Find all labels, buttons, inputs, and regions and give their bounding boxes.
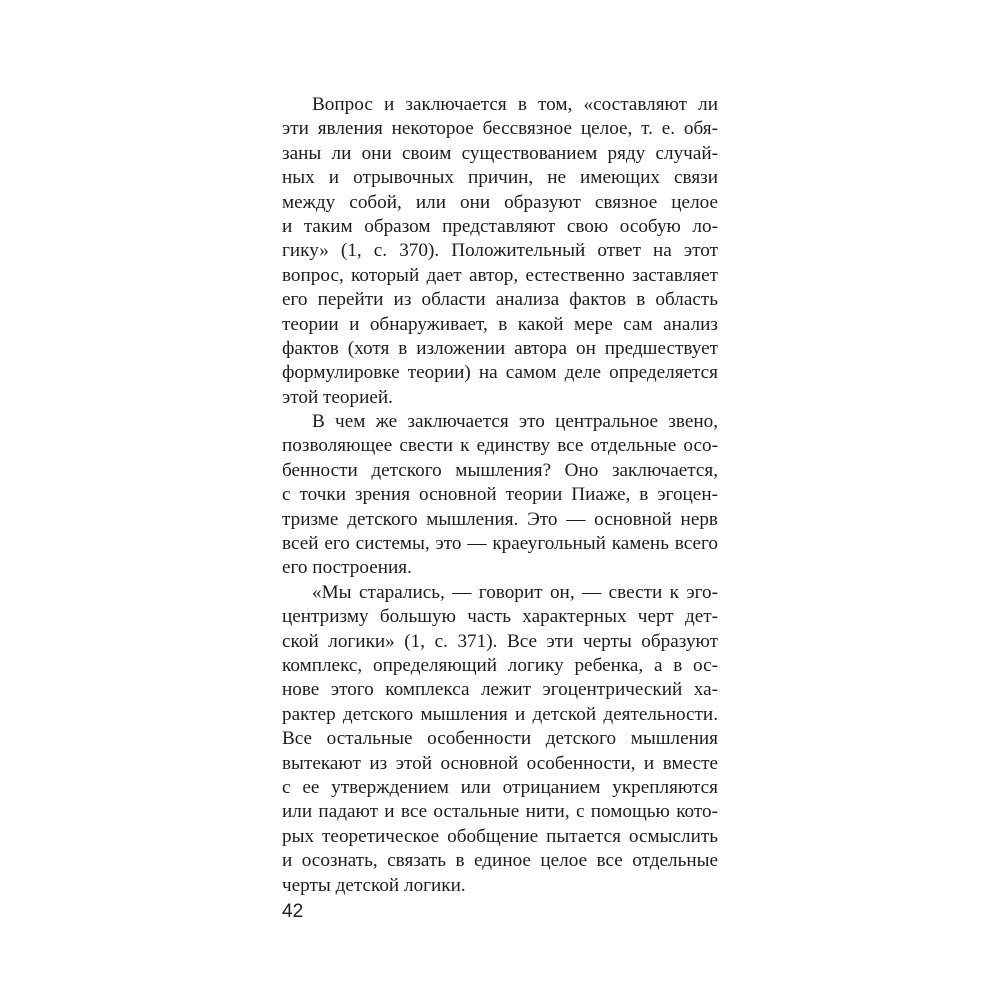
text-line: ской логики» (1, с. 371). Все эти черты образуют: [282, 630, 718, 652]
text-line: В чем же заключается это центральное звено,: [312, 411, 718, 433]
paragraph-2: [282, 410, 718, 581]
text-line: его перейти из области анализа фактов в область: [282, 289, 718, 311]
text-line: ных и отрывочных причин, не имеющих связи: [282, 167, 718, 189]
paragraph-1: [282, 93, 718, 410]
text-line: формулировке теории) на самом деле определяется: [282, 362, 718, 384]
text-line: его построения.: [282, 557, 412, 579]
text-line: центризму большую часть характерных черт дет-: [282, 606, 718, 628]
text-line: рактер детского мышления и детской деятельности.: [282, 703, 718, 725]
text-line: с ее утверждением или отрицанием укрепляются: [282, 776, 718, 798]
text-line: тризме детского мышления. Это — основной нерв: [282, 508, 718, 530]
text-line: нове этого комплекса лежит эгоцентрический ха-: [282, 679, 718, 701]
text-line: гику» (1, с. 370). Положительный ответ на этот: [282, 240, 718, 262]
text-line: эти явления некоторое бессвязное целое, т. е. обя-: [282, 118, 718, 140]
text-line: позволяющее свести к единству все отдельные осо-: [282, 435, 718, 457]
text-line: фактов (хотя в изложении автора он предшествует: [282, 337, 718, 359]
text-line: Вопрос и заключается в том, «составляют ли: [312, 94, 718, 115]
text-line: с точки зрения основной теории Пиаже, в эгоцен-: [282, 484, 718, 506]
text-line: или падают и все остальные нити, с помощью кото-: [282, 801, 718, 823]
text-line: черты детской логики.: [282, 874, 466, 896]
text-line: теории и обнаруживает, в какой мере сам анализ: [282, 313, 718, 335]
text-line: «Мы старались, — говорит он, — свести к эго-: [312, 581, 718, 603]
text-line: и осознать, связать в единое целое все отдельные: [282, 850, 718, 872]
text-line: этой теорией.: [282, 386, 393, 408]
text-line: заны ли они своим существованием ряду случай-: [282, 142, 718, 164]
text-line: комплекс, определяющий логику ребенка, а в ос-: [282, 654, 718, 676]
text-line: вытекают из этой основной особенности, и вместе: [282, 752, 718, 774]
text-line: рых теоретическое обобщение пытается осмыслить: [282, 825, 718, 847]
text-line: между собой, или они образуют связное целое: [282, 191, 718, 213]
text-line: всей его системы, это — краеугольный камень всего: [282, 533, 718, 555]
text-line: и таким образом представляют свою особую ло-: [282, 215, 718, 237]
body-text: [282, 93, 718, 898]
text-line: бенности детского мышления? Оно заключается,: [282, 459, 718, 481]
text-line: вопрос, который дает автор, естественно заставляет: [282, 264, 718, 286]
page-number: 42: [282, 901, 304, 922]
paragraph-3: [282, 581, 718, 898]
text-line: Все остальные особенности детского мышления: [282, 728, 718, 750]
